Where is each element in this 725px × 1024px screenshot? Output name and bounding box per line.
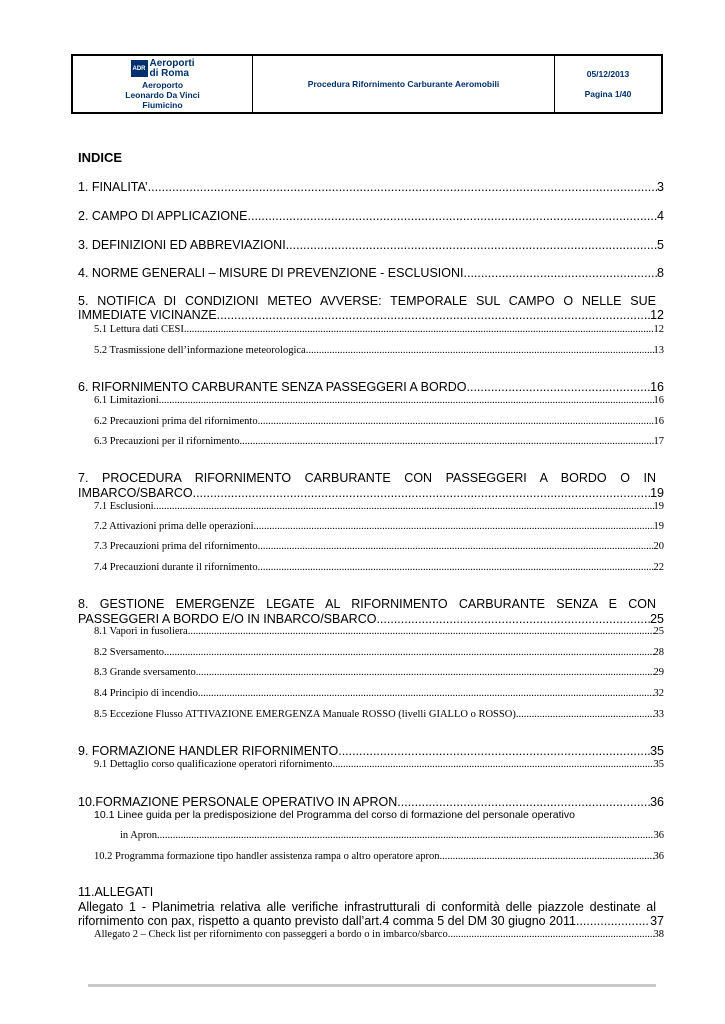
toc-entry-7[interactable]: IMBARCO/SBARCO ..... 19 — [78, 486, 664, 500]
toc-entry-8-line1: 8. GESTIONE EMERGENZE LEGATE AL RIFORNIMENTO CARBURANTE SENZA E CON — [78, 597, 656, 611]
toc-entry-7-3[interactable]: 7.3 Precauzioni prima del rifornimento ..... 20 — [94, 541, 664, 552]
toc-entry-10-2[interactable]: 10.2 Programma formazione tipo handler assistenza rampa o altro operatore apron ..... 36 — [94, 851, 664, 862]
logo-line-2: di Roma — [149, 67, 189, 79]
toc-entry-6-2[interactable]: 6.2 Precauzioni prima del rifornimento ..... 16 — [94, 416, 664, 427]
company-logo — [73, 59, 252, 79]
toc-entry-8-5[interactable]: 8.5 Eccezione Flusso ATTIVAZIONE EMERGENZA Manuale ROSSO (livelli GIALLO o ROSSO) ..... 33 — [94, 709, 664, 720]
toc-entry-8-2[interactable]: 8.2 Sversamento ..... 28 — [94, 647, 664, 658]
airport-city: Fiumicino — [142, 99, 183, 110]
toc-entry-9[interactable]: 9. FORMAZIONE HANDLER RIFORNIMENTO ..... 35 — [78, 744, 664, 758]
document-title: Procedura Rifornimento Carburante Aeromobili — [307, 79, 500, 89]
toc-entry-3[interactable]: 3. DEFINIZIONI ED ABBREVIAZIONI ..... 5 — [78, 238, 664, 252]
toc-entry-7-4[interactable]: 7.4 Precauzioni durante il rifornimento ..... 22 — [94, 562, 664, 573]
toc-entry-9-1[interactable]: 9.1 Dettaglio corso qualificazione operatori rifornimento ..... 35 — [94, 759, 664, 770]
toc-entry-10-1[interactable]: in Apron ..... 36 — [120, 830, 664, 841]
document-date: 05/12/2013 — [586, 69, 630, 79]
toc-entry-8[interactable]: PASSEGGERI A BORDO E/O IN INBARCO/SBARCO ..... 25 — [78, 612, 664, 626]
toc-entry-11: 11.ALLEGATI — [78, 885, 154, 899]
toc-entry-10-1-line1: 10.1 Linee guida per la predisposizione del Programma del corso di formazione del personale operativo — [94, 809, 575, 821]
logo-line-1: Aeroporti — [149, 57, 195, 69]
toc-entry-6[interactable]: 6. RIFORNIMENTO CARBURANTE SENZA PASSEGGERI A BORDO ..... 16 — [78, 380, 664, 394]
toc-entry-2[interactable]: 2. CAMPO DI APPLICAZIONE ..... 4 — [78, 209, 664, 223]
toc-entry-7-1[interactable]: 7.1 Esclusioni ..... 19 — [94, 501, 664, 512]
header-logo-cell — [73, 56, 253, 112]
toc-entry-allegato-1-line1: Allegato 1 - Planimetria relativa alle verifiche infrastrutturali di conformità delle piazzole destinate al — [78, 900, 656, 914]
toc-entry-5[interactable]: IMMEDIATE VICINANZE ..... 12 — [78, 308, 664, 322]
toc-entry-7-2[interactable]: 7.2 Attivazioni prima delle operazioni ..... 19 — [94, 521, 664, 532]
adr-logo-icon: ADR — [131, 60, 148, 77]
airport-label: Aeroporto — [141, 79, 184, 90]
toc-entry-10[interactable]: 10.FORMAZIONE PERSONALE OPERATIVO IN APRON ..... 36 — [78, 795, 664, 809]
toc-entry-8-4[interactable]: 8.4 Principio di incendio ..... 32 — [94, 688, 664, 699]
toc-entry-8-3[interactable]: 8.3 Grande sversamento ..... 29 — [94, 667, 664, 678]
toc-entry-4[interactable]: 4. NORME GENERALI – MISURE DI PREVENZIONE - ESCLUSIONI ..... 8 — [78, 266, 664, 280]
toc-entry-5-line1: 5. NOTIFICA DI CONDIZIONI METEO AVVERSE: TEMPORALE SUL CAMPO O NELLE SUE — [78, 294, 656, 308]
toc-entry-6-3[interactable]: 6.3 Precauzioni per il rifornimento ..... 17 — [94, 436, 664, 447]
toc-entry-1[interactable]: 1. FINALITA’ ..... 3 — [78, 180, 664, 194]
header-meta-cell — [555, 56, 661, 112]
toc-entry-allegato-1[interactable]: rifornimento con pax, rispetto a quanto previsto dall’art.4 comma 5 del DM 30 giugno 2011. ..... 37 — [78, 914, 664, 928]
toc-entry-7-line1: 7. PROCEDURA RIFORNIMENTO CARBURANTE CON PASSEGGERI A BORDO O IN — [78, 471, 656, 485]
toc-entry-8-1[interactable]: 8.1 Vapori in fusoliera ..... 25 — [94, 626, 664, 637]
footer-divider — [88, 984, 656, 987]
toc-entry-5-2[interactable]: 5.2 Trasmissione dell’informazione meteorologica ..... 13 — [94, 345, 664, 356]
index-title: INDICE — [78, 150, 123, 165]
toc-entry-allegato-2[interactable]: Allegato 2 – Check list per rifornimento con passeggeri a bordo o in imbarco/sbarco ..... 38 — [94, 929, 664, 940]
header-title-cell — [253, 56, 555, 112]
toc-entry-5-1[interactable]: 5.1 Lettura dati CESI ..... 12 — [94, 324, 664, 335]
airport-name: Leonardo Da Vinci — [125, 89, 200, 100]
toc-entry-6-1[interactable]: 6.1 Limitazioni ..... 16 — [94, 395, 664, 406]
page-number: Pagina 1/40 — [584, 89, 632, 99]
document-header — [71, 54, 663, 114]
